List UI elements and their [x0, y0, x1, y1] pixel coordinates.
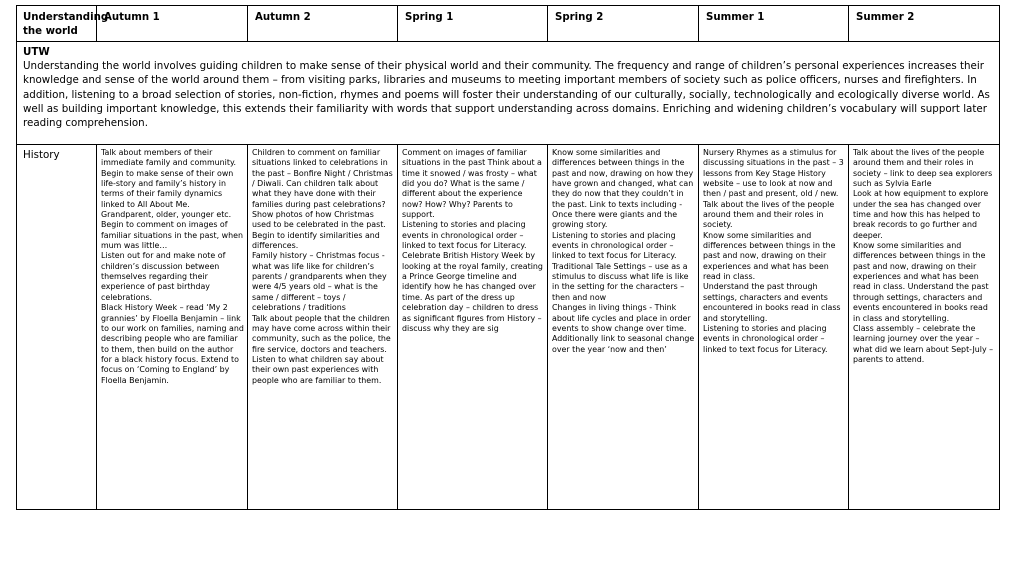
header-cell-spring-1 — [398, 6, 548, 42]
utw-title: UTW — [23, 46, 50, 58]
history-cell-spring-1 — [398, 145, 548, 510]
history-label: History — [23, 149, 60, 161]
header-corner: Understanding the world — [23, 12, 109, 37]
history-label-cell — [17, 145, 97, 510]
term-autumn-2: Autumn 2 — [255, 12, 311, 23]
history-cell-summer-2 — [849, 145, 1000, 510]
header-cell-autumn-2 — [248, 6, 398, 42]
history-text-spring-2: Know some similarities and differences between things in the past and now, drawing on how they have grown and changed, what can they do now that they couldn’t in the past. Link to texts including - Once there were giants and the growing story. Listening to stories and placing events in chronological order – linked to text focus for Literacy. Traditional Tale Settings – use as a stimulus to discuss what life is like in the setting for the characters – then and now Changes in living things - Think about life cycles and place in order events to show change over time. Additionally link to seasonal change over the year ‘now and then’ — [552, 148, 695, 354]
header-cell-spring-2 — [548, 6, 699, 42]
curriculum-table — [16, 5, 1000, 510]
header-corner-cell — [17, 6, 109, 42]
utw-row — [17, 42, 1000, 145]
history-cell-spring-2 — [548, 145, 699, 510]
header-cell-autumn-1 — [97, 6, 248, 42]
term-spring-2: Spring 2 — [555, 12, 604, 23]
header-row — [17, 6, 1000, 42]
history-text-autumn-2: Children to comment on familiar situations linked to celebrations in the past – Bonfire Night / Christmas / Diwali. Can children talk about what they have done with their families during past celebrations? Show photos of how Christmas used to be celebrated in the past. Begin to identify similarities and differences. Family history – Christmas focus - what was life like for children’s parents / grandparents when they were 4/5 years old – what is the same / different – toys / celebrations / traditions Talk about people that the children may have come across within their community, such as the police, the fire service, doctors and teachers. Listen to what children say about their own past experiences with people who are familiar to them. — [252, 148, 393, 385]
header-cell-summer-2 — [849, 6, 1000, 42]
utw-cell — [17, 42, 1000, 145]
history-text-summer-2: Talk about the lives of the people around them and their roles in society – link to deep sea explorers such as Sylvia Earle Look at how equipment to explore under the sea has changed over time and how this has helped to break records to go further and deeper. Know some similarities and differences between things in the past and now, drawing on their experiences and what has been read in class. Understand the past through settings, characters and events encountered in books read in class and storytelling. Class assembly – celebrate the learning journey over the year – what did we learn about Sept-July – parents to attend. — [853, 148, 994, 364]
history-text-summer-1: Nursery Rhymes as a stimulus for discussing situations in the past – 3 lessons from Key Stage History website – use to look at now and then / past and present, old / new. Talk about the lives of the people around them and their roles in society. Know some similarities and differences between things in the past and now, drawing on their experiences and what has been read in class. Understand the past through settings, characters and events encountered in books read in class and storytelling. Listening to stories and placing events in chronological order – linked to text focus for Literacy. — [703, 148, 844, 354]
history-cell-autumn-2 — [248, 145, 398, 510]
history-cell-summer-1 — [699, 145, 849, 510]
term-spring-1: Spring 1 — [405, 12, 454, 23]
utw-description: Understanding the world involves guiding children to make sense of their physical world and their community. The frequency and range of children’s personal experiences increases their knowledge and sense of the world around them – from visiting parks, libraries and museums to meeting important members of society such as police officers, nurses and firefighters. In addition, listening to a broad selection of stories, non-fiction, rhymes and poems will foster their understanding of our culturally, socially, technologically and ecologically diverse world. As well as building important knowledge, this extends their familiarity with words that support understanding across domains. Enriching and widening children’s vocabulary will support later reading comprehension. — [23, 60, 990, 130]
header-cell-summer-1 — [699, 6, 849, 42]
term-autumn-1: Autumn 1 — [104, 12, 160, 23]
term-summer-1: Summer 1 — [706, 12, 765, 23]
history-cell-autumn-1 — [97, 145, 248, 510]
term-summer-2: Summer 2 — [856, 12, 915, 23]
history-row — [17, 145, 1000, 510]
history-text-autumn-1: Talk about members of their immediate family and community. Begin to make sense of their own life-story and family’s history in terms of their family dynamics linked to All About Me. Grandparent, older, younger etc. Begin to comment on images of familiar situations in the past, when mum was little… Listen out for and make note of children’s discussion between themselves regarding their experience of past birthday celebrations. Black History Week – read ‘My 2 grannies’ by Floella Benjamin – link to our work on families, naming and describing people who are familiar to them, then build on the author for a black history focus. Extend to focus on ‘Coming to England’ by Floella Benjamin. — [101, 148, 244, 385]
history-text-spring-1: Comment on images of familiar situations in the past Think about a time it snowed / was frosty – what did you do? What is the same / different about the experience now? How? Why? Parents to support. Listening to stories and placing events in chronological order – linked to text focus for Literacy. Celebrate British History Week by looking at the royal family, creating a Prince George timeline and identify how he has changed over time. As part of the dress up celebration day – children to dress as significant figures from History – discuss why they are sig — [402, 148, 543, 333]
